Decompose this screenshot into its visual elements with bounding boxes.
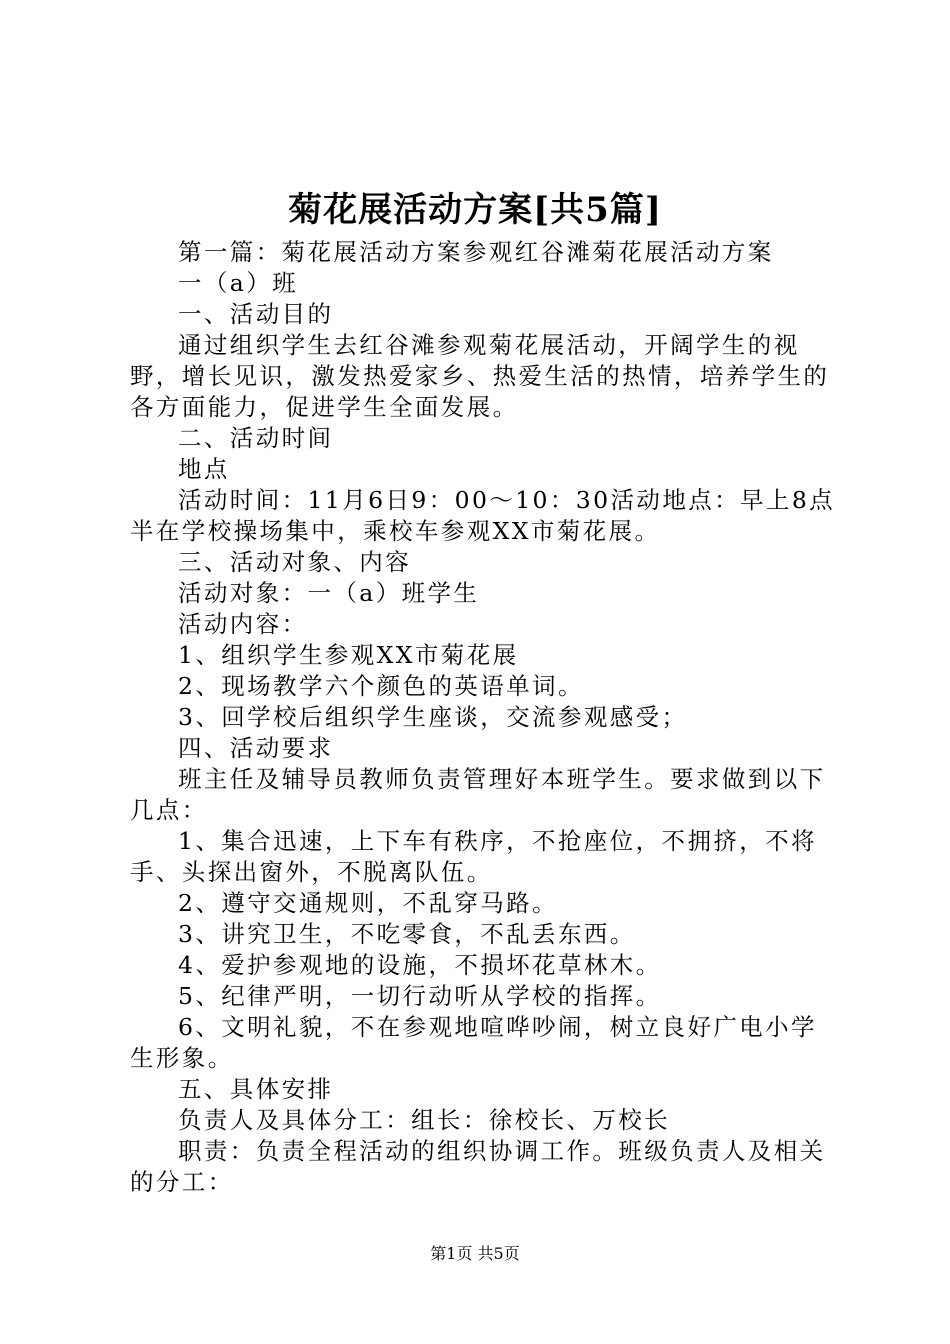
list-item: 3、回学校后组织学生座谈，交流参观感受； bbox=[178, 703, 688, 731]
paragraph: 活动对象：一（a）班学生 bbox=[178, 579, 480, 607]
list-item: 2、现场教学六个颜色的英语单词。 bbox=[178, 672, 584, 700]
page-footer: 第1页 共5页 bbox=[430, 1244, 520, 1263]
paragraph: 班主任及辅导员教师负责管理好本班学生。要求做到以下几点： bbox=[130, 765, 826, 824]
section-heading: 四、活动要求 bbox=[178, 734, 334, 762]
paragraph: 一（a）班 bbox=[178, 269, 299, 297]
paragraph: 地点 bbox=[178, 455, 230, 483]
section-heading: 五、具体安排 bbox=[178, 1075, 334, 1103]
section-heading: 三、活动对象、内容 bbox=[178, 548, 412, 576]
document-body bbox=[130, 237, 842, 1198]
section-heading: 一、活动目的 bbox=[178, 300, 334, 328]
paragraph: 职责：负责全程活动的组织协调工作。班级负责人及相关的分工： bbox=[130, 1137, 826, 1196]
list-item: 3、讲究卫生，不吃零食，不乱丢东西。 bbox=[178, 920, 636, 948]
list-item: 1、组织学生参观XX市菊花展 bbox=[178, 641, 519, 669]
section-heading: 二、活动时间 bbox=[178, 424, 334, 452]
document-title: 菊花展活动方案[共5篇] bbox=[288, 190, 662, 230]
paragraph: 活动内容： bbox=[178, 610, 308, 638]
paragraph: 通过组织学生去红谷滩参观菊花展活动，开阔学生的视野，增长见识，激发热爱家乡、热爱生活的热情，培养学生的各方面能力，促进学生全面发展。 bbox=[130, 331, 830, 421]
list-item: 5、纪律严明，一切行动听从学校的指挥。 bbox=[178, 982, 662, 1010]
list-item: 6、文明礼貌，不在参观地喧哗吵闹，树立良好广电小学生形象。 bbox=[130, 1013, 817, 1072]
list-item: 2、遵守交通规则，不乱穿马路。 bbox=[178, 889, 558, 917]
paragraph: 活动时间：11月6日9：00～10：30活动地点：早上8点半在学校操场集中，乘校车参观XX市菊花展。 bbox=[130, 486, 836, 545]
list-item: 4、爱护参观地的设施，不损坏花草林木。 bbox=[178, 951, 662, 979]
paragraph: 第一篇：菊花展活动方案参观红谷滩菊花展活动方案 bbox=[178, 238, 774, 266]
paragraph: 负责人及具体分工：组长：徐校长、万校长 bbox=[178, 1106, 671, 1134]
list-item: 1、集合迅速，上下车有秩序，不抢座位，不拥挤，不将手、头探出窗外，不脱离队伍。 bbox=[130, 827, 817, 886]
